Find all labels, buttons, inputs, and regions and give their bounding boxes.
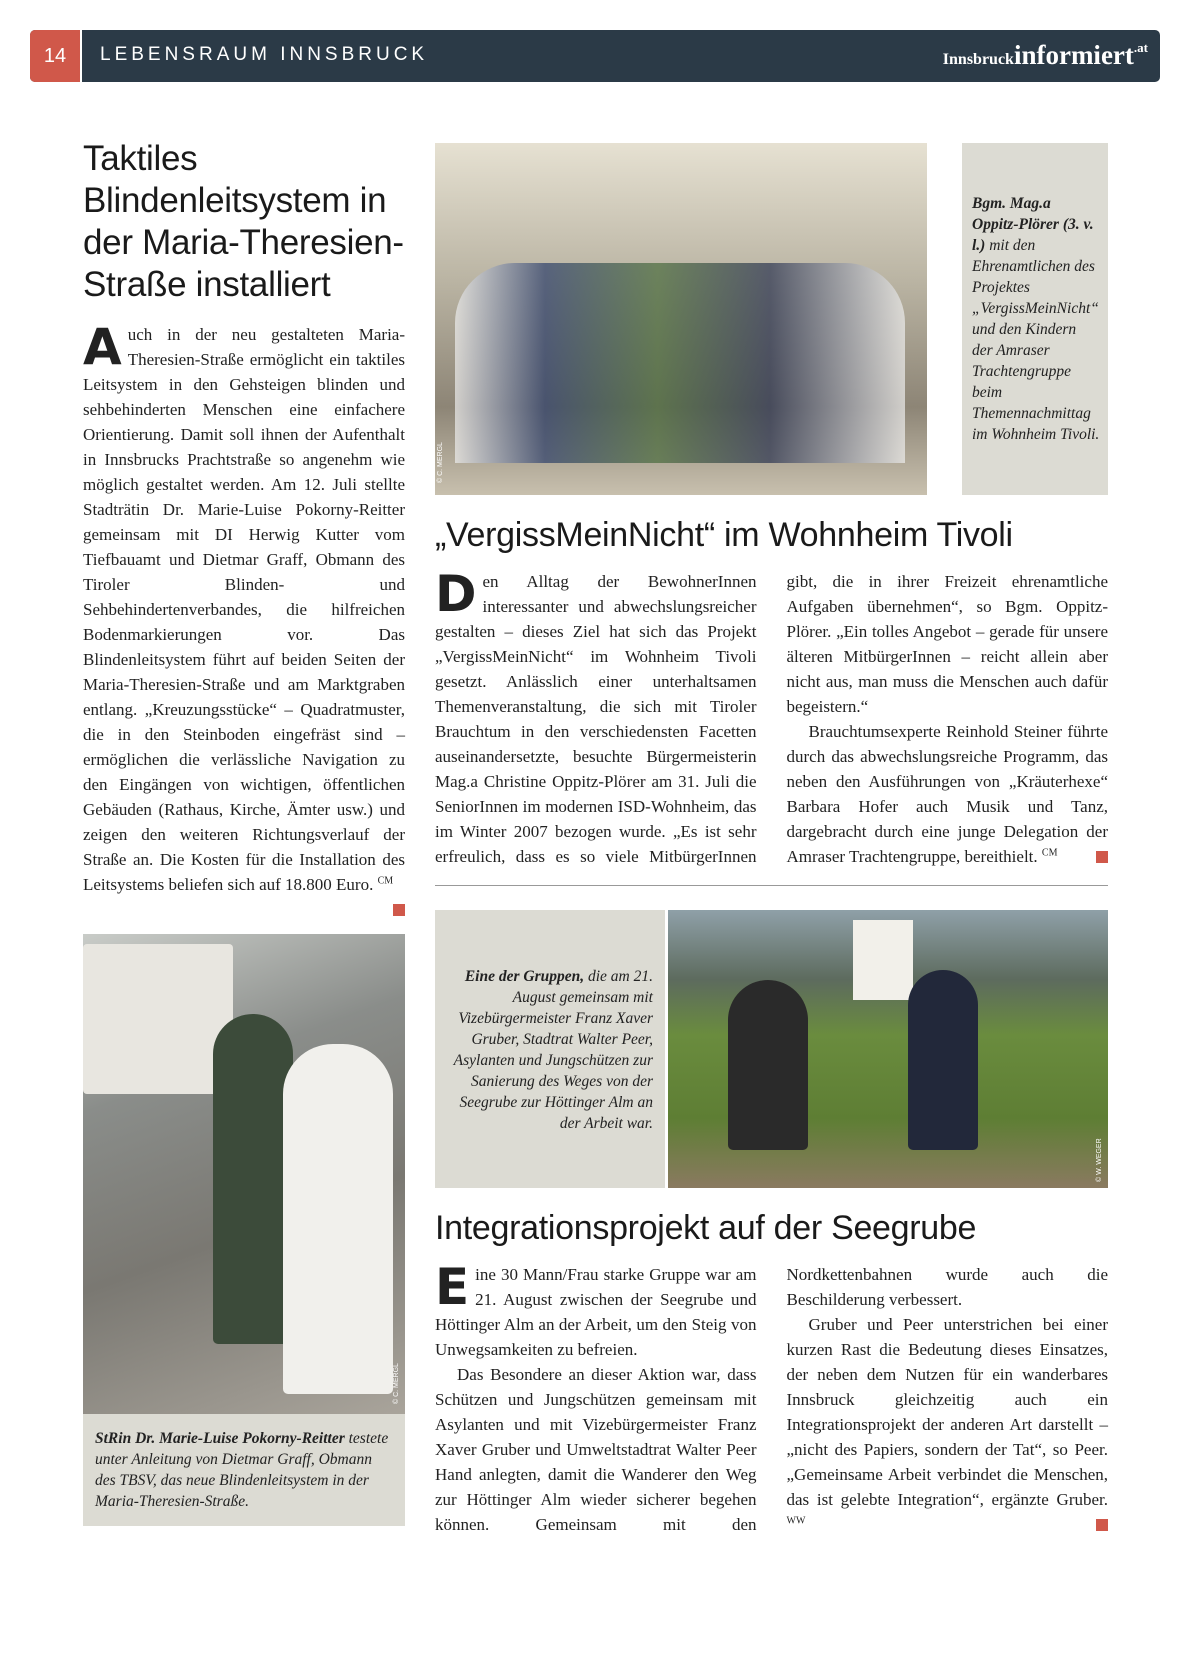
article2-photo-row: [435, 143, 1108, 495]
magazine-logo: Innsbruckinformiert$^{.at}$: [942, 40, 1148, 70]
photo-credit: © W. WEGER: [1096, 1138, 1103, 1182]
article3-photo-row: [435, 910, 1108, 1188]
page-header: [30, 30, 1160, 82]
article2-title: „VergissMeinNicht“ im Wohnheim Tivoli: [435, 516, 1013, 554]
divider: [435, 885, 1108, 886]
article1-body: Auch in der neu gestalteten Maria-Theresien-Straße ermöglicht ein taktiles Leitsystem in den Gehsteigen blinden und sehbehinderten Menschen eine einfachere Orientierung. Damit soll ihnen der Aufenthalt in Innsbrucks Prachtstraße so angenehm wie möglich gestaltet werden. Am 12. Juli stellte Stadträtin Dr. Marie-Luise Pokorny-Reitter gemeinsam mit DI Herwig Kutter vom Tiefbauamt und Dietmar Graff, Obmann des Tiroler Blinden- und Sehbehindertenverbandes, die hilfreichen Bodenmarkierungen vor. Das Blindenleitsystem führt auf beiden Seiten der Maria-Theresien-Straße und am Marktgraben entlang. „Kreuzungsstücke“ – Quadratmuster, die in den Steinboden eingefräst sind – ermöglichen die verlässliche Navigation zu den Eingängen von wichtigen, öffentlichen Gebäuden (Rathaus, Kirche, Ämter usw.) und zeigen den weiteren Richtungsverlauf der Straße an. Die Kosten für die Installation des Leitsystems beliefen sich auf 18.800 Euro. $^{CM}$: [83, 322, 405, 916]
article1: [83, 138, 405, 1526]
photo-credit: © C. MERGL: [437, 442, 444, 483]
right-column: [435, 143, 1108, 1537]
article3-title: Integrationsprojekt auf der Seegrube: [435, 1209, 977, 1247]
article3-body: Eine 30 Mann/Frau starke Gruppe war am 21. August zwischen der Seegrube und Höttinger Alm an der Arbeit, um den Steig von Unwegsamkeiten zu befreien. Das Besondere an dieser Aktion war, dass Schützen und Jungschützen gemeinsam mit Asylanten und mit Vizebürgermeister Franz Xaver Gruber und Umweltstadtrat Walter Peer Hand anlegten, damit die Wanderer den Weg zur Höttinger Alm wieder sicherer begehen können. Gemeinsam mit den Nordkettenbahnen wurde auch die Beschilderung verbessert. Gruber und Peer unterstrichen bei einer kurzen Rast die Bedeutung dieses Einsatzes, der neben dem Nutzen für ein wanderbares Innsbruck gleichzeitig auch ein Integrationsprojekt der anderen Art darstellt – „nicht des Papiers, sondern der Tat“, so Peer. „Gemeinsame Arbeit verbindet die Menschen, das ist gelebte Integration“, ergänzte Gruber. $^{WW}$: [435, 1258, 1108, 1534]
section-title: LEBENSRAUM INNSBRUCK: [100, 44, 429, 65]
photo-caption: Bgm. Mag.a Oppitz-Plörer (3. v. l.) mit den Ehrenamtlichen des Projektes „VergissMeinNicht“ und den Kindern der Amraser Trachtengruppe beim Themennachmittag im Wohnheim Tivoli.: [962, 143, 1108, 495]
end-mark: [1096, 851, 1108, 863]
article2-body: Den Alltag der BewohnerInnen interessanter und abwechslungsreicher gestalten – dieses Ziel hat sich das Projekt „VergissMeinNicht“ im Wohnheim Tivoli gesetzt. Anlässlich einer unterhaltsamen Themenveranstaltung, die sich mit Tiroler Brauchtum in den verschiedensten Facetten auseinandersetzte, besuchte Bürgermeisterin Mag.a Christine Oppitz-Plörer am 31. Juli die SeniorInnen im modernen ISD-Wohnheim, das im Winter 2007 bezogen wurde. „Es ist sehr erfreulich, dass es so viele MitbürgerInnen gibt, die in ihrer Freizeit ehrenamtliche Aufgaben übernehmen“, so Bgm. Oppitz-Plörer. „Ein tolles Angebot – gerade für unsere älteren MitbürgerInnen – reicht allein aber nicht aus, man muss die Menschen auch dafür begeistern.“ Brauchtumsexperte Reinhold Steiner führte durch das abwechslungsreiche Programm, das neben den Ausführungen von „Kräuterhexe“ Barbara Hofer auch Musik und Tanz, dargebracht durch eine junge Delegation der Amraser Trachtengruppe, bereithielt. $^{CM}$: [435, 565, 1108, 866]
photo-seegrube-work: [668, 910, 1108, 1188]
photo-group-tivoli: [435, 143, 927, 495]
photo-credit: © C. MERGL: [393, 1363, 400, 1404]
photo-blind-guidance: [83, 934, 405, 1414]
end-mark: [1096, 1519, 1108, 1531]
photo-caption: StRin Dr. Marie-Luise Pokorny-Reitter testete unter Anleitung von Dietmar Graff, Obmann des TBSV, das neue Blindenleitsystem in der Maria-Theresien-Straße.: [83, 1414, 405, 1526]
end-mark: [393, 904, 405, 916]
photo-caption: Eine der Gruppen, die am 21. August gemeinsam mit Vizebürgermeister Franz Xaver Gruber, Stadtrat Walter Peer, Asylanten und Jungschützen zur Sanierung des Weges von der Seegrube zur Höttinger Alm an der Arbeit war.: [435, 910, 665, 1188]
page-number: 14: [30, 30, 82, 82]
article1-title: Taktiles Blindenleitsystem in der Maria-Theresien-Straße installiert: [83, 139, 404, 304]
